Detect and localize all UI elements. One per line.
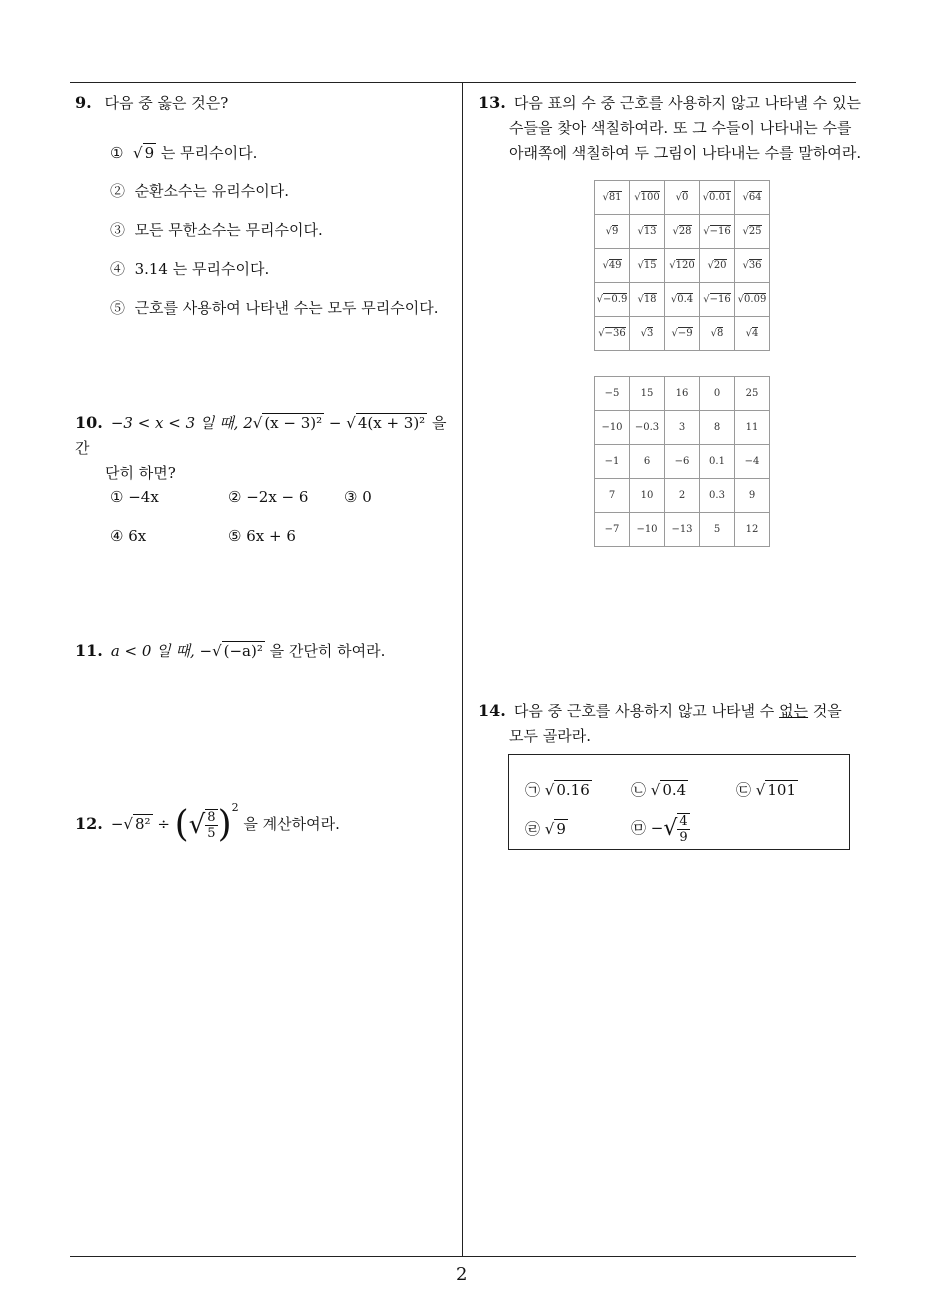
question-number: 10. (75, 413, 103, 432)
radical-table-cell[interactable]: √0 (665, 181, 700, 215)
radical: √ 9 (133, 144, 155, 162)
number-table-cell[interactable]: 6 (630, 445, 665, 479)
radical-table-cell[interactable]: √81 (595, 181, 630, 215)
paren-open: ( (174, 804, 189, 845)
prompt-tail: 을 간 (75, 414, 447, 457)
prompt-line-1: 다음 표의 수 중 근호를 사용하지 않고 나타낼 수 있는 (513, 94, 862, 112)
radical-table-cell[interactable]: √20 (700, 249, 735, 283)
question-9 (75, 90, 228, 116)
radical-table-cell[interactable]: √25 (735, 215, 770, 249)
radical-table-cell[interactable]: √18 (630, 283, 665, 317)
column-divider (462, 82, 463, 1256)
radical: √ (x − 3)² (252, 414, 323, 432)
question-number: 9. (75, 93, 92, 112)
radical-table-cell[interactable]: √−36 (595, 317, 630, 351)
choice-mark: ① (110, 144, 124, 162)
radical-table-cell[interactable]: √100 (630, 181, 665, 215)
question-number: 12. (75, 814, 103, 833)
radical-table-cell[interactable]: √36 (735, 249, 770, 283)
q10-choice-1[interactable]: ① −4x (110, 488, 159, 506)
choice-text: 는 무리수이다. (156, 144, 258, 162)
q14-option-b[interactable]: ㉡ √ 0.4 (631, 781, 687, 799)
radical-table-cell[interactable]: √0.09 (735, 283, 770, 317)
number-table-cell[interactable]: 0.3 (700, 479, 735, 513)
radical-table-row (595, 249, 770, 283)
choice-text: 순환소수는 유리수이다. (134, 182, 289, 200)
number-table-cell[interactable]: −5 (595, 377, 630, 411)
q10-choice-3[interactable]: ③ 0 (344, 488, 372, 506)
q14-option-c[interactable]: ㉢ √ 101 (736, 781, 796, 799)
prompt-line-2: 단히 하면? (105, 464, 176, 482)
radical: √ 8² (123, 815, 151, 833)
q10-choice-2[interactable]: ② −2x − 6 (228, 488, 309, 506)
radical-table-cell[interactable]: √4 (735, 317, 770, 351)
number-table-row (595, 377, 770, 411)
operator: − (110, 815, 124, 833)
choice-text: 근호를 사용하여 나타낸 수는 모두 무리수이다. (134, 299, 439, 317)
radical-table-cell[interactable]: √0.4 (665, 283, 700, 317)
radical-table-cell[interactable]: √−16 (700, 215, 735, 249)
number-table-row (595, 479, 770, 513)
number-table-cell[interactable]: −10 (595, 411, 630, 445)
radical-table-cell[interactable]: √8 (700, 317, 735, 351)
question-number: 11. (75, 641, 103, 660)
paren-close: ) (217, 804, 232, 845)
number-table-cell[interactable]: 15 (630, 377, 665, 411)
q14-option-a[interactable]: ㉠ √ 0.16 (525, 781, 590, 799)
number-table-cell[interactable]: −13 (665, 513, 700, 547)
number-table-cell[interactable]: 25 (735, 377, 770, 411)
radical-table-cell[interactable]: √13 (630, 215, 665, 249)
question-prompt: 다음 중 옳은 것은? (104, 94, 229, 112)
number-table-cell[interactable]: 8 (700, 411, 735, 445)
condition: a < 0 일 때, − (110, 642, 213, 660)
q9-choice-4[interactable] (110, 258, 269, 280)
radical-fraction: √ $\frac{8}{5}$ (188, 810, 216, 841)
number-table-row (595, 513, 770, 547)
q10-choice-4[interactable]: ④ 6x (110, 527, 147, 545)
radical-table-row (595, 181, 770, 215)
question-number: 14. (478, 701, 506, 720)
question-number: 13. (478, 93, 506, 112)
choice-text: 3.14 는 무리수이다. (134, 260, 270, 278)
number-table-cell[interactable]: 16 (665, 377, 700, 411)
prompt-emphasis: 없는 (779, 702, 809, 720)
number-table-cell[interactable]: −0.3 (630, 411, 665, 445)
q14-option-e[interactable]: ㉤ −√ $\frac{4}{9}$ (631, 814, 688, 845)
choice-mark: ② (110, 182, 126, 200)
prompt-line-2: 모두 골라라. (509, 727, 591, 745)
radical-table-row (595, 283, 770, 317)
question-14 (478, 698, 863, 749)
radical: √ (−a)² (212, 642, 263, 660)
condition: −3 < x < 3 일 때, 2 (110, 414, 253, 432)
radical-table-row (595, 317, 770, 351)
prompt-line-3: 아래쪽에 색칠하여 두 그림이 나타내는 수를 말하여라. (509, 144, 862, 162)
q9-choice-2[interactable] (110, 180, 289, 202)
radical-table-cell[interactable]: √−9 (665, 317, 700, 351)
number-table-row (595, 411, 770, 445)
operator: ÷ (152, 815, 175, 833)
choice-mark: ④ (110, 260, 126, 278)
number-table-cell[interactable]: 12 (735, 513, 770, 547)
number-table-cell[interactable]: 3 (665, 411, 700, 445)
radical-table-cell[interactable]: √15 (630, 249, 665, 283)
number-table-cell[interactable]: −10 (630, 513, 665, 547)
number-table-cell[interactable]: 2 (665, 479, 700, 513)
radical-table-cell[interactable]: √9 (595, 215, 630, 249)
radical-table-cell[interactable]: √28 (665, 215, 700, 249)
number-table-cell[interactable]: −1 (595, 445, 630, 479)
q9-choice-5[interactable] (110, 297, 438, 319)
q9-choice-1[interactable] (110, 142, 257, 164)
number-table-cell[interactable]: 11 (735, 411, 770, 445)
radical-table-cell[interactable]: √−0.9 (595, 283, 630, 317)
number-table-cell[interactable]: −6 (665, 445, 700, 479)
q14-option-d[interactable]: ㉣ √ 9 (525, 820, 566, 838)
radical: √ 4(x + 3)² (346, 414, 426, 432)
prompt-text: 것을 (808, 702, 842, 720)
radical-table-cell[interactable]: √49 (595, 249, 630, 283)
radical-table-cell[interactable]: √64 (735, 181, 770, 215)
top-rule (70, 82, 856, 83)
prompt-line-2: 수들을 찾아 색칠하여라. 또 그 수들이 나타내는 수를 (509, 119, 852, 137)
prompt-tail: 을 간단히 하여라. (264, 642, 386, 660)
page-number: 2 (456, 1264, 468, 1285)
number-table-cell[interactable]: −7 (595, 513, 630, 547)
number-table-cell[interactable]: 0 (700, 377, 735, 411)
q9-choice-3[interactable] (110, 219, 323, 241)
number-table-cell[interactable]: 0.1 (700, 445, 735, 479)
number-table (594, 376, 770, 547)
radical-table-cell[interactable]: √120 (665, 249, 700, 283)
question-11 (75, 638, 385, 664)
exponent: 2 (231, 801, 239, 814)
question-12 (75, 786, 340, 847)
number-table-cell[interactable]: 10 (630, 479, 665, 513)
number-table-cell[interactable]: 5 (700, 513, 735, 547)
number-table-cell[interactable]: 7 (595, 479, 630, 513)
radical-table-cell[interactable]: √−16 (700, 283, 735, 317)
radical-table (594, 180, 770, 351)
bottom-rule (70, 1256, 856, 1257)
number-table-cell[interactable]: 9 (735, 479, 770, 513)
operator: − (324, 414, 347, 432)
q10-choice-5[interactable]: ⑤ 6x + 6 (228, 527, 296, 545)
question-10 (75, 410, 455, 486)
radical-table-cell[interactable]: √3 (630, 317, 665, 351)
radical-table-cell[interactable]: √0.01 (700, 181, 735, 215)
choice-text: 모든 무한소수는 무리수이다. (134, 221, 323, 239)
number-table-cell[interactable]: −4 (735, 445, 770, 479)
number-table-row (595, 445, 770, 479)
prompt-text: 다음 중 근호를 사용하지 않고 나타낼 수 (513, 702, 780, 720)
radical-table-row (595, 215, 770, 249)
choice-mark: ⑤ (110, 299, 126, 317)
choice-mark: ③ (110, 221, 126, 239)
prompt-tail: 을 계산하여라. (238, 815, 340, 833)
question-13 (478, 90, 863, 166)
